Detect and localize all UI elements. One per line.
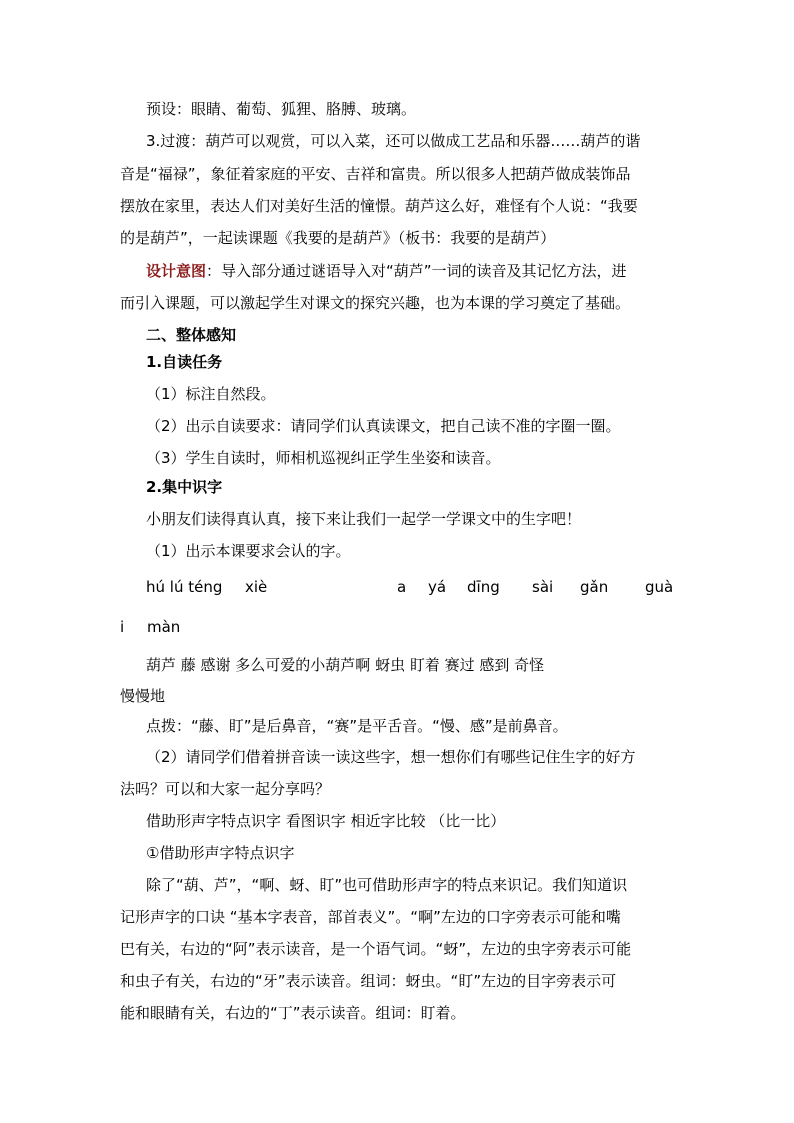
pinyin-label: yá [428,578,447,596]
list-item: （3）学生自读时，师相机巡视纠正学生坐姿和读音。 [146,449,501,467]
pinyin-label: xiè [245,578,268,596]
method-heading: ①借助形声字特点识字 [146,844,295,862]
text-line: 摆放在家里，表达人们对美好生活的憧憬。葫芦这么好，难怪有个人说：“我要 [120,197,638,215]
transition-line: 3.过渡：葫芦可以观赏，可以入菜，还可以做成工艺品和乐器……葫芦的谐 [146,132,641,150]
text-line: 的是葫芦”，一起读课题《我要的是葫芦》（板书：我要的是葫芦） [120,229,556,247]
text-line: 音是“福禄”，象征着家庭的平安、吉祥和富贵。所以很多人把葫芦做成装饰品 [120,165,631,183]
pinyin-label: guà [645,578,674,596]
tip-line: 点拨：“藤、盯”是后鼻音，“赛”是平舌音。“慢、感”是前鼻音。 [146,717,568,735]
preset-line: 预设：眼睛、葡萄、狐狸、胳膊、玻璃。 [146,100,417,118]
text-line: 记形声字的口诀 “基本字表音，部首表义”。“啊”左边的口字旁表示可能和嘴 [120,908,621,926]
section-heading: 二、整体感知 [146,326,237,344]
text-line: 巴有关，右边的“阿”表示读音，是一个语气词。“蚜”，左边的虫字旁表示可能 [120,940,632,958]
list-item: （2）请同学们借着拼音读一读这些字，想一想你们有哪些记住生字的好方 [146,748,636,766]
text-line: 法吗？可以和大家一起分享吗？ [120,780,331,798]
text-line: 和虫子有关，右边的“牙”表示读音。组词：蚜虫。“盯”左边的目字旁表示可 [120,972,617,990]
methods-line: 借助形声字特点识字 看图识字 相近字比较 （比一比） [146,812,506,830]
pinyin-label: gǎn [580,578,609,596]
list-item: （1）标注自然段。 [146,385,276,403]
text-line: 除了“葫、芦”，“啊、蚜、盯”也可借助形声字的特点来识记。我们知道识 [146,876,628,894]
vocabulary-line: 慢慢地 [120,687,166,705]
pinyin-label: màn [147,618,181,636]
text-line: 能和眼睛有关，右边的“丁”表示读音。组词：盯着。 [120,1004,466,1022]
pinyin-label: a [397,578,407,596]
pinyin-label: sài [532,578,554,596]
design-intent-label: 设计意图 [146,262,207,280]
text-line: 而引入课题，可以激起学生对课文的探究兴趣，也为本课的学习奠定了基础。 [120,294,631,312]
subsection-heading: 2.集中识字 [146,478,223,496]
list-item: （1）出示本课要求会认的字。 [146,542,351,560]
design-intent-line [146,261,627,281]
pinyin-label: dīng [467,578,500,596]
list-item: （2）出示自读要求：请同学们认真读课文，把自己读不准的字圈一圈。 [146,417,621,435]
pinyin-label: hú lú téng [146,578,223,596]
text-line: 小朋友们读得真认真，接下来让我们一起学一学课文中的生字吧！ [146,510,582,528]
vocabulary-line: 葫芦 藤 感谢 多么可爱的小葫芦啊 蚜虫 盯着 赛过 感到 奇怪 [146,656,545,674]
subsection-heading: 1.自读任务 [146,353,223,371]
design-intent-text: ：导入部分通过谜语导入对“葫芦”一词的读音及其记忆方法，进 [206,262,627,280]
pinyin-label: i [120,618,125,636]
